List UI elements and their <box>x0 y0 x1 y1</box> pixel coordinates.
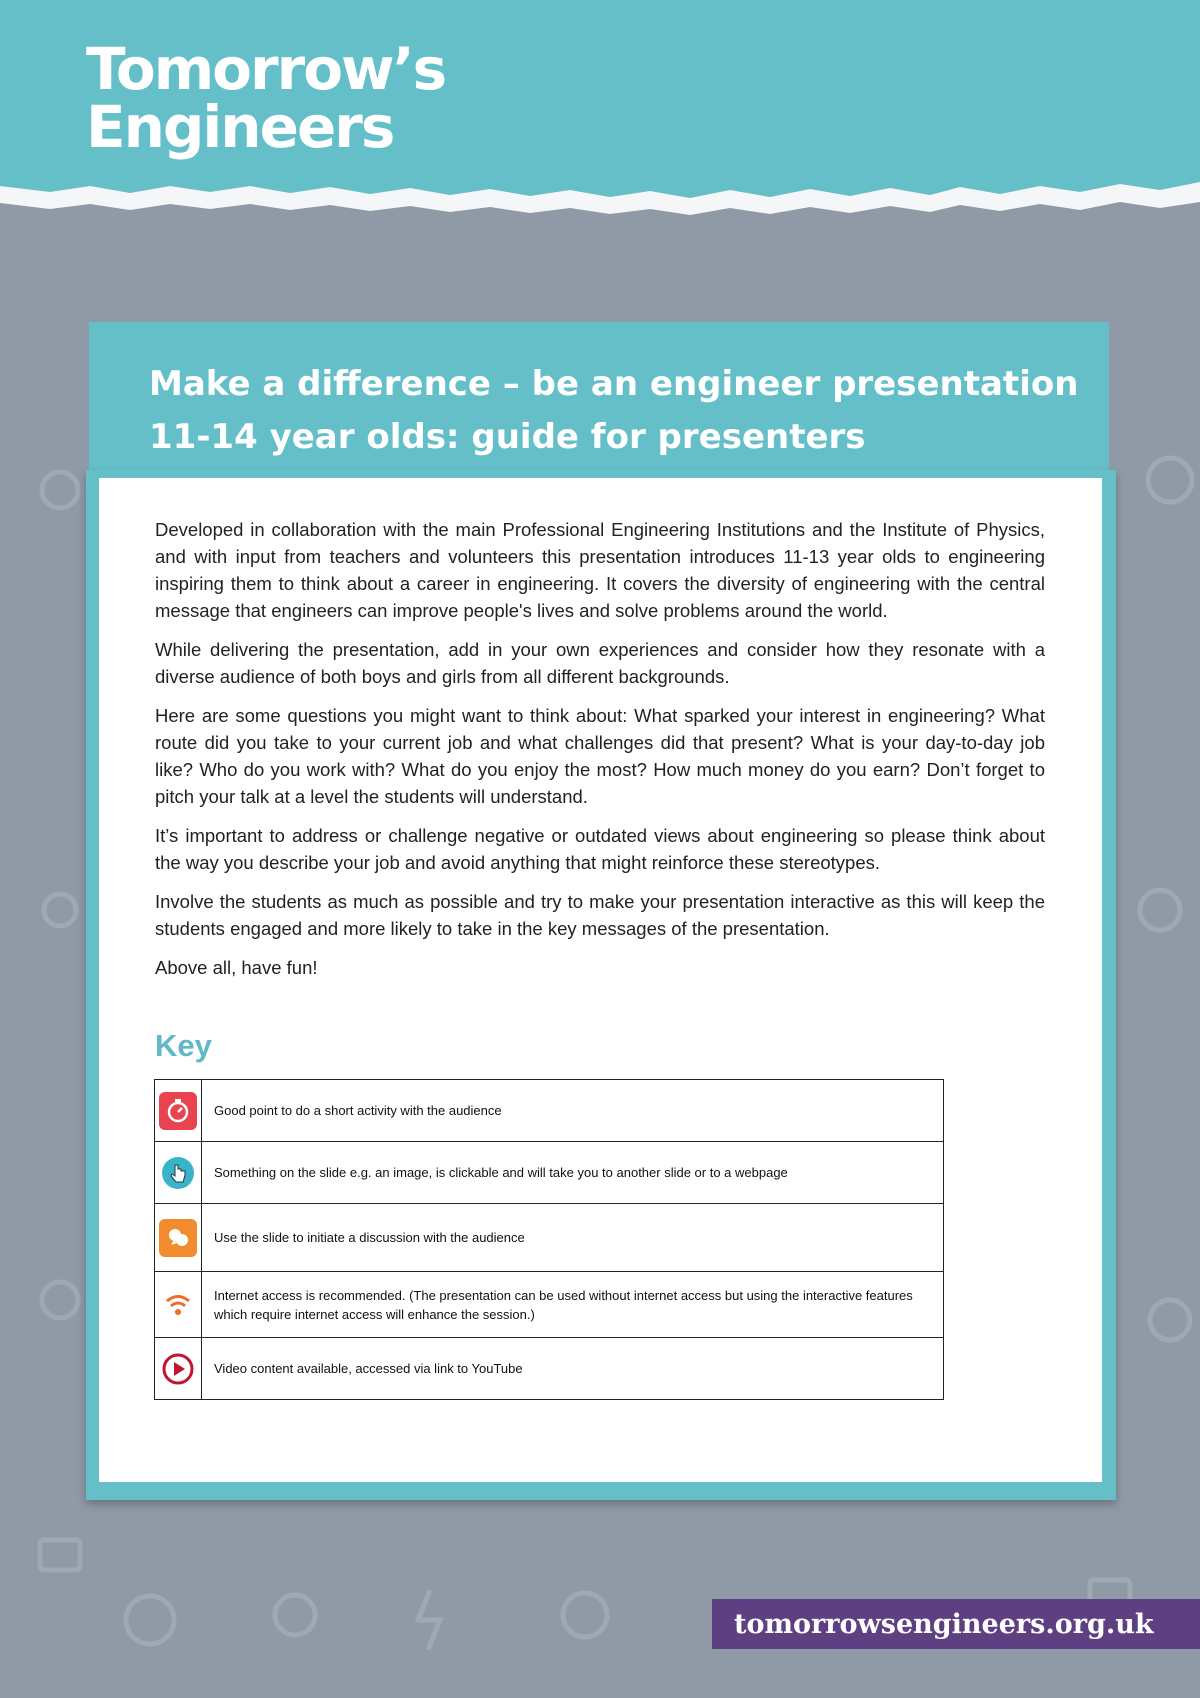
key-description: Use the slide to initiate a discussion with the audience <box>202 1204 944 1272</box>
page-subtitle: 11-14 year olds: guide for presenters <box>149 417 866 457</box>
key-description: Good point to do a short activity with the audience <box>202 1080 944 1142</box>
paragraph-stereotypes: It’s important to address or challenge negative or outdated views about engineering so please think about the way you describe your job and avoid anything that might reinforce these stereotypes. <box>155 825 1045 873</box>
paragraph-delivery: While delivering the presentation, add in your own experiences and consider how they resonate with a diverse audience of both boys and girls from all different backgrounds. <box>155 639 1045 687</box>
key-heading: Key <box>155 1028 212 1063</box>
bg-settings-icon <box>1140 890 1180 930</box>
table-row <box>155 1142 944 1204</box>
key-description: Video content available, accessed via link to YouTube <box>202 1338 944 1400</box>
paragraph-intro: Developed in collaboration with the main Professional Engineering Institutions and the Institute of Physics, and with input from teachers and volunteers this presentation introduces 11-13 year olds to engineering inspiring them to think about a career in engineering. It covers the diversity of engineering with the central message that engineers can improve people's lives and solve problems around the world. <box>155 519 1045 621</box>
header-band <box>0 0 1200 220</box>
bg-sun-icon <box>44 894 76 926</box>
key-description: Internet access is recommended. (The presentation can be used without internet access but using the interactive features which require internet access will enhance the session.) <box>202 1272 944 1338</box>
bg-power-icon-2 <box>563 1593 607 1637</box>
key-icon-cell <box>155 1338 202 1400</box>
logo-line-2: Engineers <box>86 93 394 161</box>
bg-globe-icon <box>1150 1300 1190 1340</box>
brand-logo[interactable] <box>86 35 446 161</box>
wifi-icon <box>159 1286 197 1324</box>
key-icon-cell <box>155 1204 202 1272</box>
table-row <box>155 1338 944 1400</box>
title-card <box>89 322 1109 472</box>
bg-sun-icon-2 <box>275 1595 315 1635</box>
discussion-icon <box>159 1219 197 1257</box>
bg-monitor-icon-2 <box>40 1540 80 1570</box>
logo-line-1: Tomorrow’s <box>86 35 446 103</box>
key-icon-cell <box>155 1272 202 1338</box>
bg-gear-icon <box>42 472 78 508</box>
bg-bulb-icon <box>42 1282 78 1318</box>
play-video-icon <box>159 1350 197 1388</box>
paragraph-questions: Here are some questions you might want to think about: What sparked your interest in engineering? What route did you take to your current job and what challenges did that present? What is your day-to-day job like? Who do you work with? What do you enjoy the most? How much money do you earn? Don’t forget to pitch your talk at a level the students will understand. <box>155 705 1045 807</box>
table-row <box>155 1080 944 1142</box>
paragraph-interactive: Involve the students as much as possible and try to make your presentation interactive as this will keep the students engaged and more likely to take in the key messages of the presentation. <box>155 891 1045 939</box>
bg-globe-icon-2 <box>126 1596 174 1644</box>
content-panel <box>99 478 1102 1482</box>
table-row <box>155 1204 944 1272</box>
bg-power-icon <box>1148 458 1192 502</box>
paragraph-have-fun: Above all, have fun! <box>155 957 318 978</box>
website-link[interactable]: tomorrowsengineers.org.uk <box>712 1599 1200 1649</box>
bg-lightning-icon <box>418 1590 440 1650</box>
page-title: Make a difference – be an engineer presentation <box>149 364 1079 404</box>
pointer-hand-icon <box>159 1154 197 1192</box>
guide-text <box>155 516 1045 993</box>
key-icon-cell <box>155 1142 202 1204</box>
stopwatch-icon <box>159 1092 197 1130</box>
key-icon-cell <box>155 1080 202 1142</box>
table-row <box>155 1272 944 1338</box>
key-description: Something on the slide e.g. an image, is clickable and will take you to another slide or to a webpage <box>202 1142 944 1204</box>
key-table <box>154 1079 944 1400</box>
